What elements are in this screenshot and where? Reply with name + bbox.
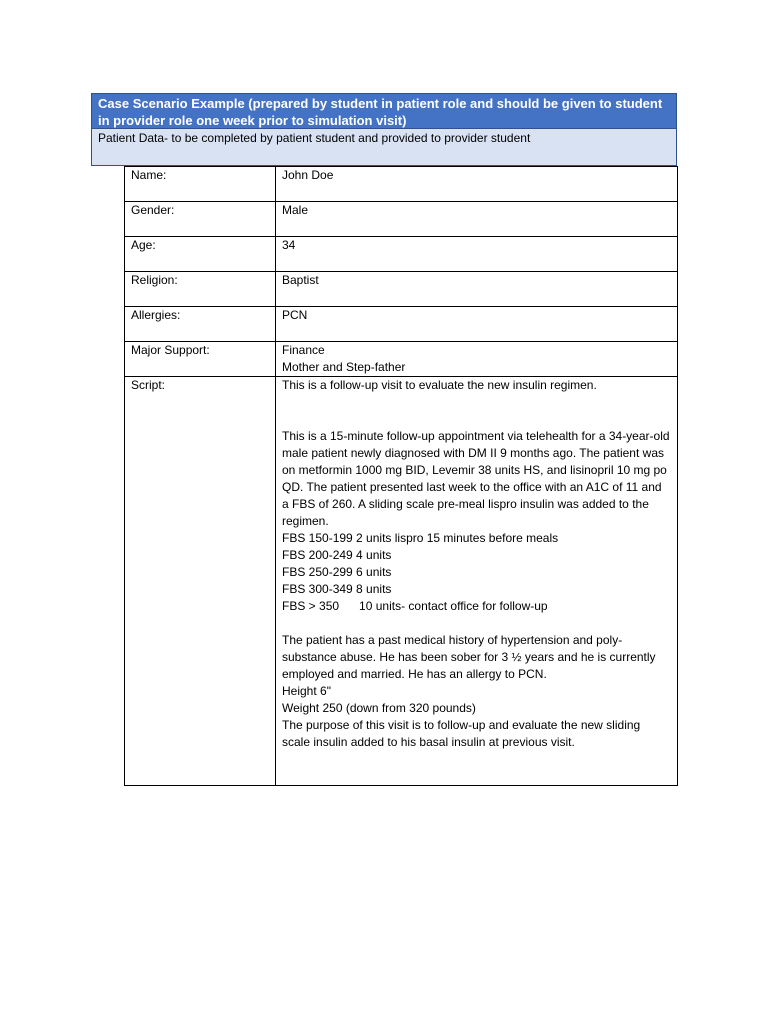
- table-row-name: [125, 167, 678, 202]
- sliding-scale-line: FBS > 350 10 units- contact office for follow-up: [282, 599, 548, 613]
- script-height: Height 6": [282, 684, 331, 698]
- allergies-label: Allergies:: [125, 307, 276, 342]
- major-support-value: [276, 342, 678, 377]
- major-support-line: Finance: [282, 343, 325, 357]
- religion-value: Baptist: [276, 272, 678, 307]
- name-value: John Doe: [276, 167, 678, 202]
- sliding-scale-line: FBS 300-349 8 units: [282, 582, 392, 596]
- age-value: 34: [276, 237, 678, 272]
- religion-label: Religion:: [125, 272, 276, 307]
- name-label: Name:: [125, 167, 276, 202]
- gender-value: Male: [276, 202, 678, 237]
- script-intro: This is a follow-up visit to evaluate the new insulin regimen.: [282, 378, 597, 392]
- case-scenario-title: Case Scenario Example (prepared by student in patient role and should be given to student in provider role one week prior to simulation visit): [91, 93, 677, 128]
- major-support-line: Mother and Step-father: [282, 360, 406, 374]
- table-row-religion: [125, 272, 678, 307]
- allergies-value: PCN: [276, 307, 678, 342]
- sliding-scale-line: FBS 250-299 6 units: [282, 565, 392, 579]
- script-weight: Weight 250 (down from 320 pounds): [282, 701, 476, 715]
- table-row-age: [125, 237, 678, 272]
- gender-label: Gender:: [125, 202, 276, 237]
- script-paragraph: This is a 15-minute follow-up appointment via telehealth for a 34-year-old male patient newly diagnosed with DM II 9 months ago. The patient was on metformin 1000 mg BID, Levemir 38 units HS, and lisinopril 10 mg po QD. The patient presented last week to the office with an A1C of 11 and a FBS of 260. A sliding scale pre-meal lispro insulin was added to the regimen.: [282, 429, 670, 528]
- case-scenario-header: [91, 93, 677, 166]
- patient-data-subtitle: Patient Data- to be completed by patient student and provided to provider student: [91, 128, 677, 166]
- major-support-label: Major Support:: [125, 342, 276, 377]
- table-row-allergies: [125, 307, 678, 342]
- script-label: Script:: [125, 377, 276, 786]
- script-purpose: The purpose of this visit is to follow-up and evaluate the new sliding scale insulin added to his basal insulin at previous visit.: [282, 718, 641, 749]
- script-history-paragraph: The patient has a past medical history of hypertension and poly-substance abuse. He has been sober for 3 ½ years and he is currently employed and married. He has an allergy to PCN.: [282, 633, 656, 681]
- table-row-script: [125, 377, 678, 786]
- patient-data-table: [124, 166, 678, 786]
- table-row-gender: [125, 202, 678, 237]
- sliding-scale-line: FBS 200-249 4 units: [282, 548, 392, 562]
- sliding-scale-line: FBS 150-199 2 units lispro 15 minutes before meals: [282, 531, 559, 545]
- script-value: [276, 377, 678, 786]
- age-label: Age:: [125, 237, 276, 272]
- table-row-major-support: [125, 342, 678, 377]
